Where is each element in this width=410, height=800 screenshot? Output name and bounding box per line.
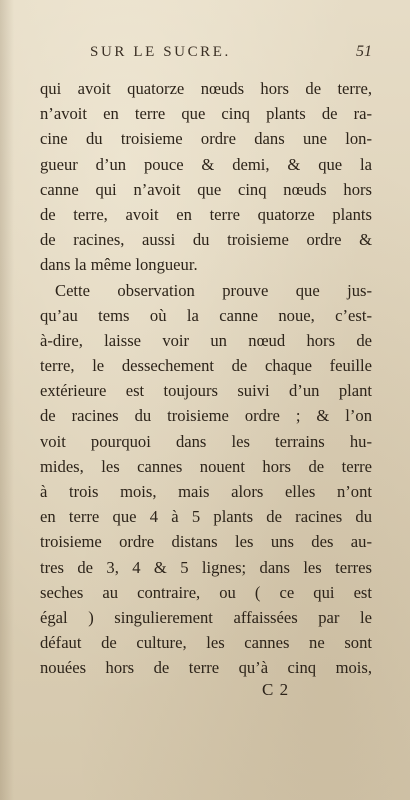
- body-text: [40, 76, 372, 681]
- text-line: voit pourquoi dans les terrains hu-: [40, 431, 372, 451]
- text-line: seches au contraire, ou ( ce qui est: [40, 582, 372, 602]
- text-line: dans la même longueur.: [40, 255, 198, 275]
- text-line: nouées hors de terre qu’à cinq mois,: [40, 658, 372, 678]
- text-line: Cette observation prouve que jus-: [55, 280, 372, 300]
- text-line: défaut de culture, les cannes ne sont: [40, 633, 372, 653]
- text-line: de racines du troisieme ordre ; & l’on: [40, 406, 372, 426]
- text-line: cine du troisieme ordre dans une lon-: [40, 129, 372, 149]
- text-line: terre, le dessechement de chaque feuille: [40, 356, 372, 376]
- text-line: canne qui n’avoit que cinq nœuds hors: [40, 179, 372, 199]
- running-title: SUR LE SUCRE.: [90, 44, 231, 60]
- page-number: 51: [356, 43, 372, 60]
- signature-mark: C 2: [262, 680, 290, 699]
- text-line: mides, les cannes nouent hors de terre: [40, 456, 372, 476]
- text-line: en terre que 4 à 5 plants de racines du: [40, 507, 372, 527]
- text-line: qu’au tems où la canne noue, c’est-: [40, 305, 372, 325]
- text-line: qui avoit quatorze nœuds hors de terre,: [40, 79, 372, 98]
- page-header: [40, 44, 372, 74]
- text-line: gueur d’un pouce & demi, & que la: [40, 154, 372, 174]
- text-line: égal ) singulierement affaissées par le: [40, 607, 372, 627]
- text-line: n’avoit en terre que cinq plants de ra-: [40, 104, 372, 124]
- text-line: troisieme ordre distans les uns des au-: [40, 532, 372, 552]
- text-line: de terre, avoit en terre quatorze plants: [40, 204, 372, 224]
- text-line: extérieure est toujours suivi d’un plant: [40, 381, 372, 401]
- text-line: à-dire, laisse voir un nœud hors de: [40, 330, 372, 350]
- text-line: à trois mois, mais alors elles n’ont: [40, 482, 372, 501]
- text-line: de racines, aussi du troisieme ordre &: [40, 230, 372, 250]
- text-line: tres de 3, 4 & 5 lignes; dans les terres: [40, 557, 372, 577]
